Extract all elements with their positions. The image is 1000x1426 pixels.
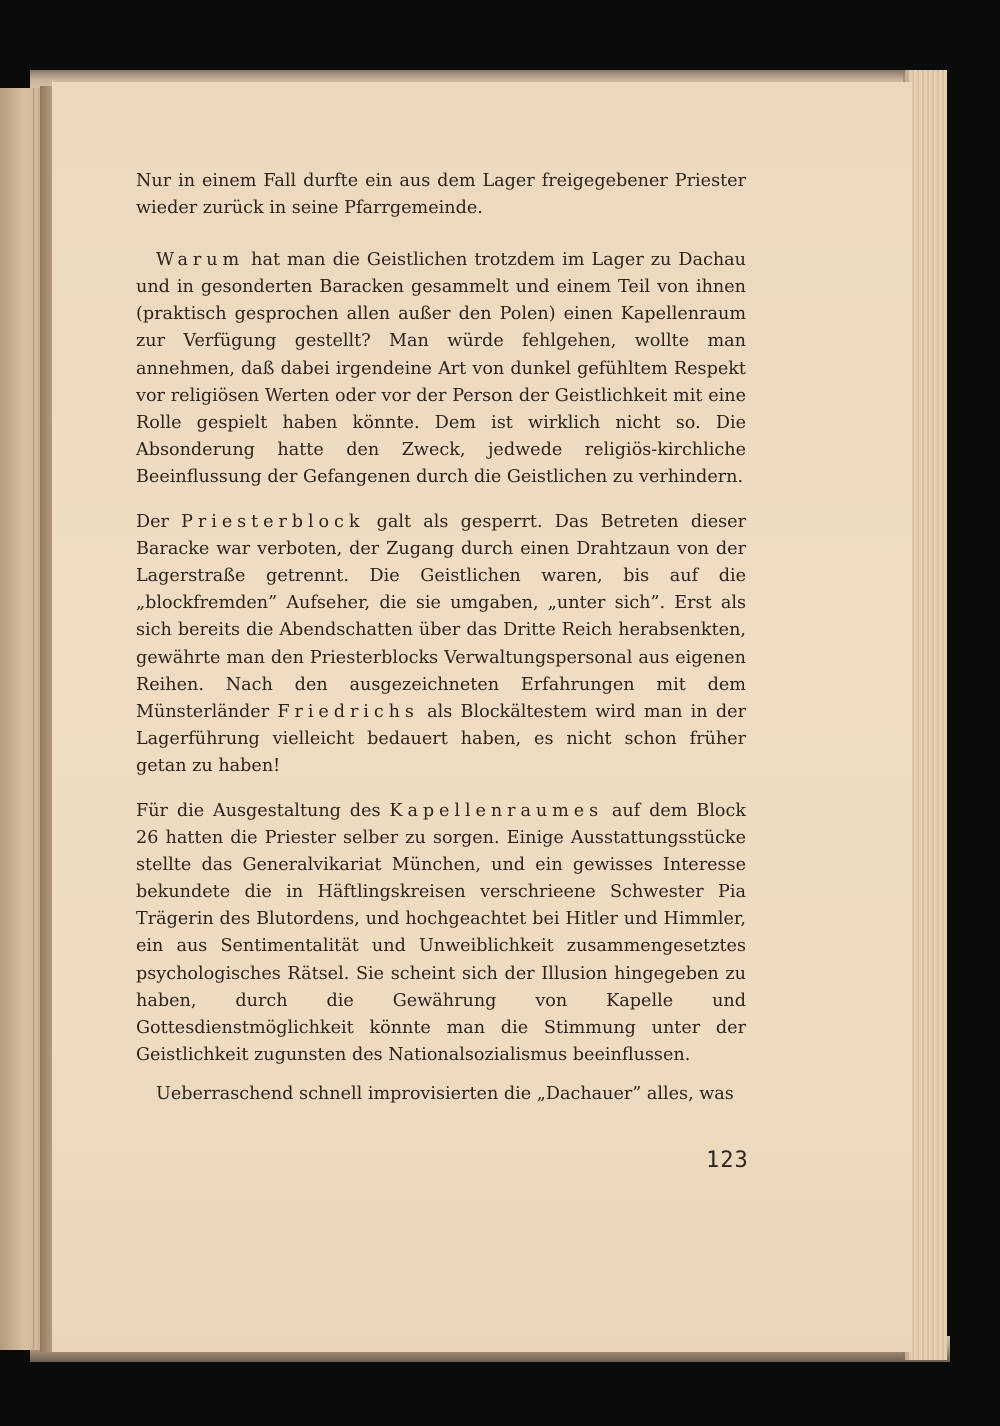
paragraph-4	[136, 798, 746, 1069]
emphasis-text: Priesterblock	[181, 512, 365, 533]
text-run: auf dem Block 26 hatten die Priester selber zu sorgen. Einige Ausstattungsstücke stellte das Generalvikariat München, und ein gewisses Interesse bekundete die in Häftlingskreisen verschrieene Schwester Pia Trägerin des Blutordens, und hochgeachtet bei Hitler und Himmler, ein aus Sentimentalität und Unweiblichkeit zusammengesetztes psychologisches Rätsel. Sie scheint sich der Illusion hingegeben zu haben, durch die Gewährung von Kapelle und Gottesdienstmöglichkeit könnte man die Stimmung unter der Geistlichkeit zugunsten des Nationalsozialismus beeinflussen.	[136, 800, 746, 1065]
text-run: Für die Ausgestaltung des	[136, 800, 390, 821]
text-run: als Blockältestem wird man in der Lagerführung vielleicht bedauert haben, es nicht schon früher getan zu haben!	[136, 701, 746, 776]
paragraph-1	[136, 168, 746, 222]
emphasis-text: Kapellenraumes	[389, 800, 604, 821]
left-page-edge	[0, 88, 44, 1350]
page-number: 123	[706, 1148, 749, 1173]
paragraph-3	[136, 509, 746, 780]
text-run: galt als gesperrt. Das Betreten dieser Baracke war verboten, der Zugang durch einen Drahtzaun von der Lagerstraße getrennt. Die Geistlichen waren, bis auf die „blockfremden” Aufseher, die sie umgaben, „unter sich”. Erst als sich bereits die Abendschatten über das Dritte Reich herabsenkten, gewährte man den Priesterblocks Verwaltungspersonal aus eigenen Reihen. Nach den ausgezeichneten Erfahrungen mit dem Münsterländer	[136, 512, 746, 722]
page-body	[136, 168, 746, 1108]
paragraph-2	[136, 247, 746, 491]
text-run: Nur in einem Fall durfte ein aus dem Lager freigegebener Priester wieder zurück in seine Pfarrgemeinde.	[136, 171, 746, 219]
text-run: Der	[136, 512, 182, 533]
paragraph-5	[136, 1081, 746, 1108]
text-run: hat man die Geistlichen trotzdem im Lager zu Dachau und in gesonderten Baracken gesammelt und einem Teil von ihnen (praktisch gesprochen allen außer den Polen) einen Kapellenraum zur Verfügung gestellt? Man würde fehlgehen, wollte man annehmen, daß dabei irgendeine Art von dunkel gefühltem Respekt vor religiösen Werten oder vor der Person der Geistlichkeit mit eine Rolle gespielt haben könnte. Dem ist wirklich nicht so. Die Absonderung hatte den Zweck, jedwede religiös-kirchliche Beeinflussung der Gefangenen durch die Geistlichen zu verhindern.	[136, 250, 746, 487]
emphasis-text: Friedrichs	[277, 701, 419, 722]
emphasis-text: Warum	[156, 250, 245, 271]
text-run: Ueberraschend schnell improvisierten die „Dachauer” alles, was	[156, 1083, 734, 1104]
